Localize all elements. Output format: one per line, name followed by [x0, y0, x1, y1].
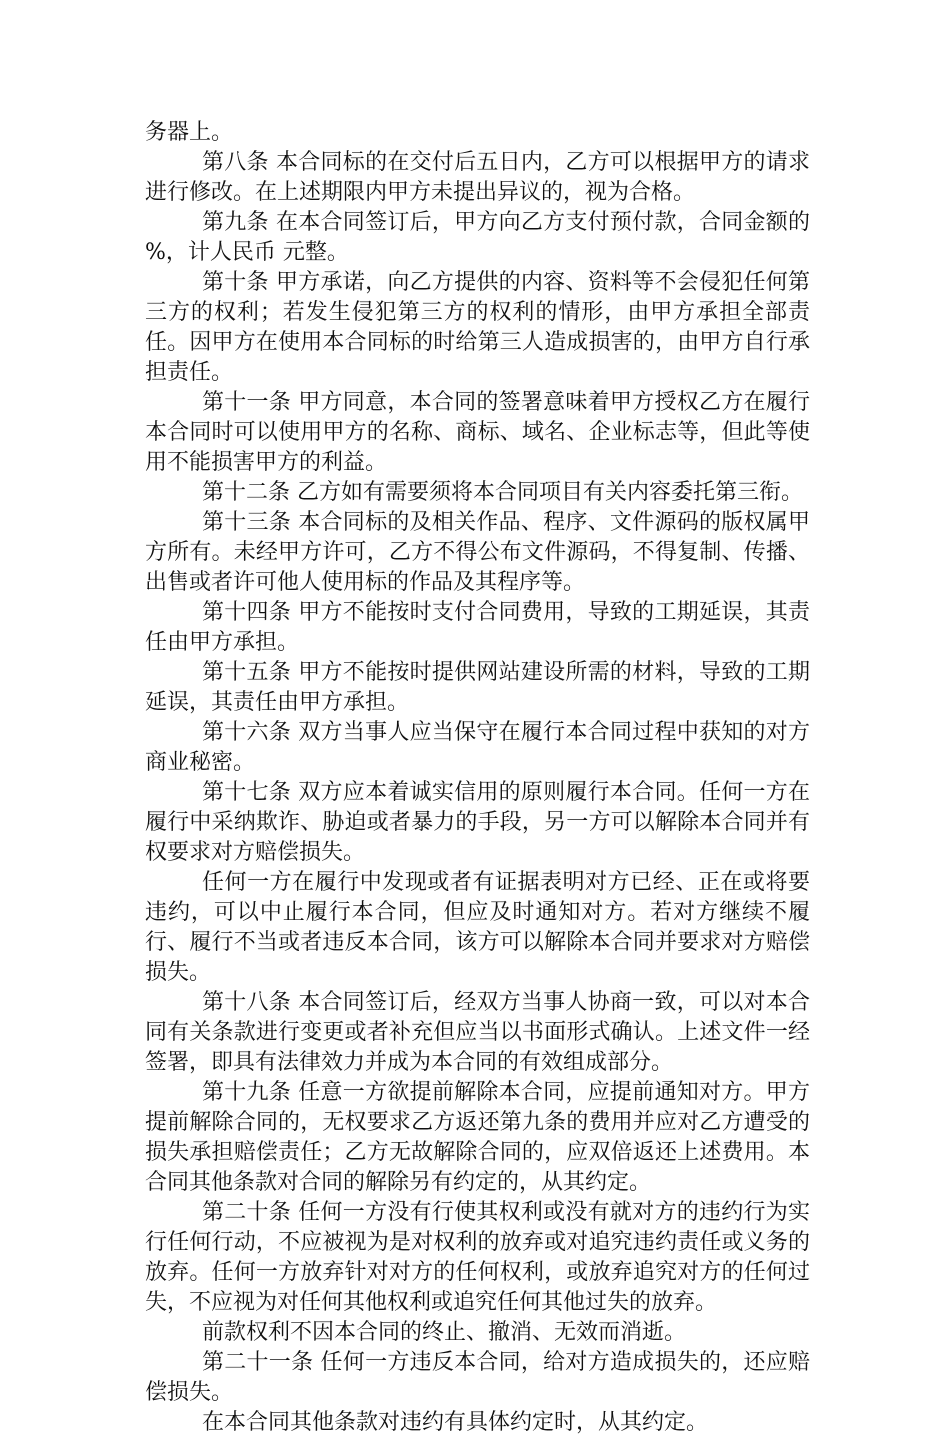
article-14: 第十四条 甲方不能按时支付合同费用，导致的工期延误，其责任由甲方承担。 [145, 600, 810, 655]
article-15: 第十五条 甲方不能按时提供网站建设所需的材料，导致的工期延误，其责任由甲方承担。 [145, 660, 810, 715]
article-20-clause-2: 前款权利不因本合同的终止、撤消、无效而消逝。 [202, 1320, 687, 1345]
contract-body [145, 118, 810, 1438]
paragraph-continuation: 务器上。 [145, 120, 234, 145]
article-11: 第十一条 甲方同意，本合同的签署意味着甲方授权乙方在履行本合同时可以使用甲方的名称、商标、域名、企业标志等，但此等使用不能损害甲方的利益。 [145, 390, 810, 475]
article-13: 第十三条 本合同标的及相关作品、程序、文件源码的版权属甲方所有。未经甲方许可，乙方不得公布文件源码，不得复制、传播、出售或者许可他人使用标的作品及其程序等。 [145, 510, 810, 595]
article-20: 第二十条 任何一方没有行使其权利或没有就对方的违约行为实行任何行动，不应被视为是对权利的放弃或对追究违约责任或义务的放弃。任何一方放弃针对对方的任何权利，或放弃追究对方的任何过失，不应视为对任何其他权利或追究任何其他过失的放弃。 [145, 1200, 810, 1315]
article-19: 第十九条 任意一方欲提前解除本合同，应提前通知对方。甲方提前解除合同的，无权要求乙方返还第九条的费用并应对乙方遭受的损失承担赔偿责任；乙方无故解除合同的，应双倍返还上述费用。本合同其他条款对合同的解除另有约定的，从其约定。 [145, 1080, 810, 1195]
article-8: 第八条 本合同标的在交付后五日内，乙方可以根据甲方的请求进行修改。在上述期限内甲方未提出异议的，视为合格。 [145, 150, 810, 205]
article-12: 第十二条 乙方如有需要须将本合同项目有关内容委托第三衔。 [202, 480, 803, 505]
article-17: 第十七条 双方应本着诚实信用的原则履行本合同。任何一方在履行中采纳欺诈、胁迫或者暴力的手段，另一方可以解除本合同并有权要求对方赔偿损失。 [145, 780, 810, 865]
article-9: 第九条 在本合同签订后，甲方向乙方支付预付款，合同金额的 %，计人民币 元整。 [145, 210, 810, 265]
article-21-clause-2: 在本合同其他条款对违约有具体约定时，从其约定。 [202, 1410, 709, 1435]
article-18: 第十八条 本合同签订后，经双方当事人协商一致，可以对本合同有关条款进行变更或者补充但应当以书面形式确认。上述文件一经签署，即具有法律效力并成为本合同的有效组成部分。 [145, 990, 810, 1075]
article-16: 第十六条 双方当事人应当保守在履行本合同过程中获知的对方商业秘密。 [145, 720, 810, 775]
article-21: 第二十一条 任何一方违反本合同，给对方造成损失的，还应赔偿损失。 [145, 1350, 810, 1405]
article-17-clause-2: 任何一方在履行中发现或者有证据表明对方已经、正在或将要违约，可以中止履行本合同，但应及时通知对方。若对方继续不履行、履行不当或者违反本合同，该方可以解除本合同并要求对方赔偿损失。 [145, 870, 810, 985]
article-10: 第十条 甲方承诺，向乙方提供的内容、资料等不会侵犯任何第三方的权利；若发生侵犯第三方的权利的情形，由甲方承担全部责任。因甲方在使用本合同标的时给第三人造成损害的，由甲方自行承担责任。 [145, 270, 810, 385]
